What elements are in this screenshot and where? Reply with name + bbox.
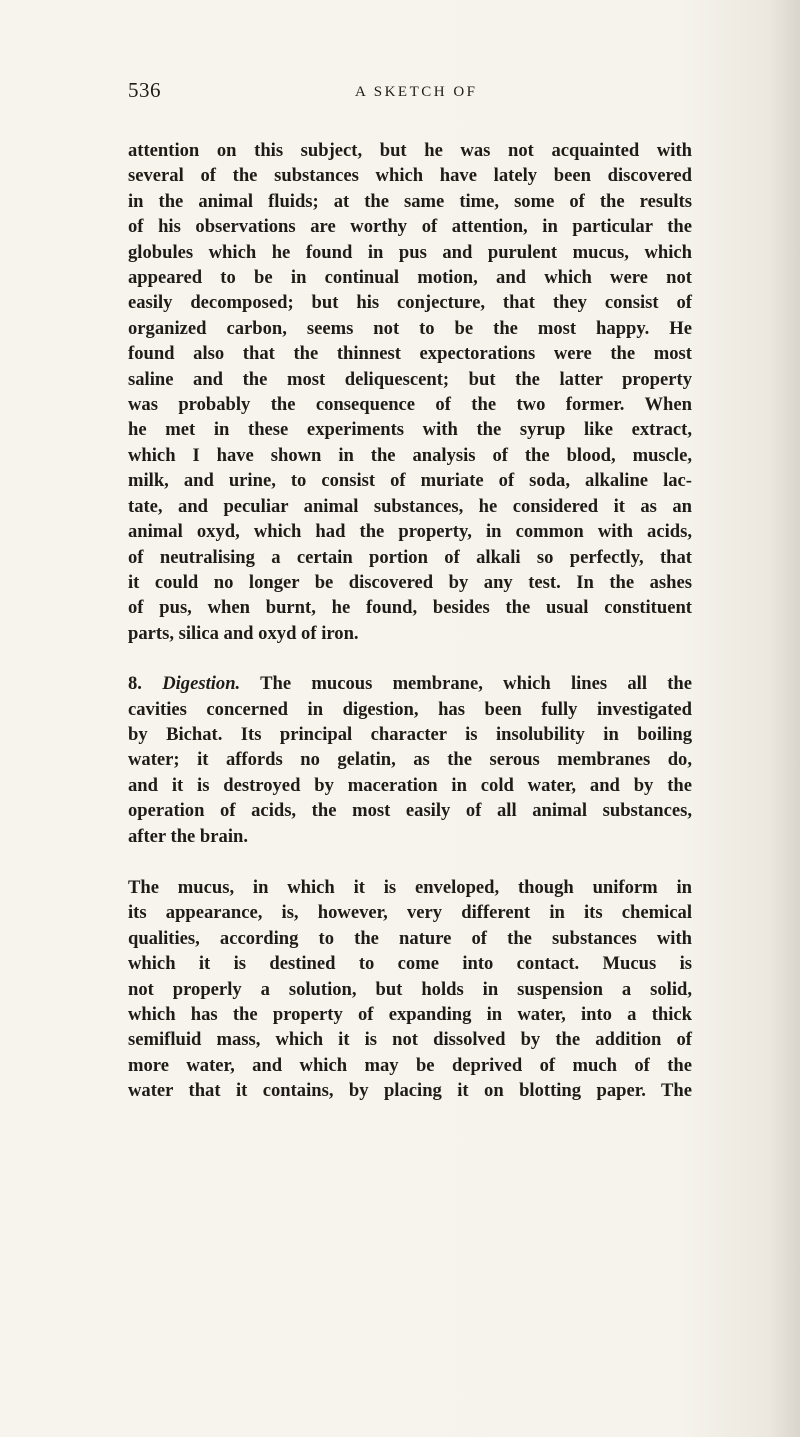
text-line: tate, and peculiar animal substances, he considered it as an (128, 495, 692, 517)
text-line: attention on this subject, but he was not acquainted with (128, 140, 692, 161)
paragraph-2 (128, 671, 692, 849)
paragraph-spacer (128, 849, 692, 875)
text-line: organized carbon, seems not to be the most happy. He (128, 317, 692, 339)
text-line: its appearance, is, however, very different in its chemical (128, 902, 692, 924)
body-text (128, 138, 692, 1104)
text-line: animal oxyd, which had the property, in common with acids, (128, 521, 692, 543)
text-line: of his observations are worthy of attention, in particular the (128, 216, 692, 238)
text-line: cavities concerned in digestion, has been fully investigated (128, 698, 692, 720)
text-line: parts, silica and oxyd of iron. (128, 622, 359, 644)
text-line: found also that the thinnest expectorations were the most (128, 343, 692, 365)
text-line: several of the substances which have lately been discovered (128, 165, 692, 187)
text-line: globules which he found in pus and purulent mucus, which (128, 241, 692, 263)
text-line: water; it affords no gelatin, as the serous membranes do, (128, 749, 692, 771)
text-line: it could no longer be discovered by any test. In the ashes (128, 571, 692, 593)
text-line: of pus, when burnt, he found, besides the usual constituent (128, 597, 692, 619)
text-line: which I have shown in the analysis of the blood, muscle, (128, 444, 692, 466)
page-header (128, 78, 688, 108)
paragraph-1 (128, 138, 692, 646)
page-number: 536 (128, 78, 161, 102)
text-line: water that it contains, by placing it on blotting paper. The (128, 1080, 692, 1102)
paragraph-3 (128, 875, 692, 1104)
text-line: semifluid mass, which it is not dissolved by the addition of (128, 1029, 692, 1051)
text-line: saline and the most deliquescent; but the latter property (128, 368, 692, 390)
text-line: by Bichat. Its principal character is insolubility in boiling (128, 723, 692, 745)
section-first-line-text: The mucous membrane, which lines all the (260, 673, 693, 695)
text-line: after the brain. (128, 825, 248, 847)
text-line: operation of acids, the most easily of all animal substances, (128, 800, 692, 822)
section-title: Digestion. (162, 673, 241, 695)
text-line: which has the property of expanding in water, into a thick (128, 1004, 692, 1025)
text-line: he met in these experiments with the syrup like extract, (128, 419, 692, 441)
section-heading-line (128, 671, 692, 696)
text-line: qualities, according to the nature of the substances with (128, 927, 692, 949)
text-line: was probably the consequence of the two former. When (128, 394, 692, 416)
text-line: not properly a solution, but holds in suspension a solid, (128, 978, 692, 1000)
text-line: appeared to be in continual motion, and which were not (128, 267, 692, 289)
text-line: easily decomposed; but his conjecture, that they consist of (128, 292, 692, 314)
text-line: The mucus, in which it is enveloped, though uniform in (128, 876, 692, 898)
text-line: in the animal fluids; at the same time, some of the results (128, 190, 692, 212)
text-line: more water, and which may be deprived of much of the (128, 1054, 692, 1076)
text-line: milk, and urine, to consist of muriate of soda, alkaline lac- (128, 470, 692, 492)
text-line: and it is destroyed by maceration in cold water, and by the (128, 774, 692, 796)
paragraph-spacer (128, 646, 692, 671)
section-number: 8. (128, 673, 142, 695)
running-title: A SKETCH OF (355, 84, 478, 100)
text-line: of neutralising a certain portion of alkali so perfectly, that (128, 546, 692, 568)
text-line: which it is destined to come into contact. Mucus is (128, 953, 692, 975)
